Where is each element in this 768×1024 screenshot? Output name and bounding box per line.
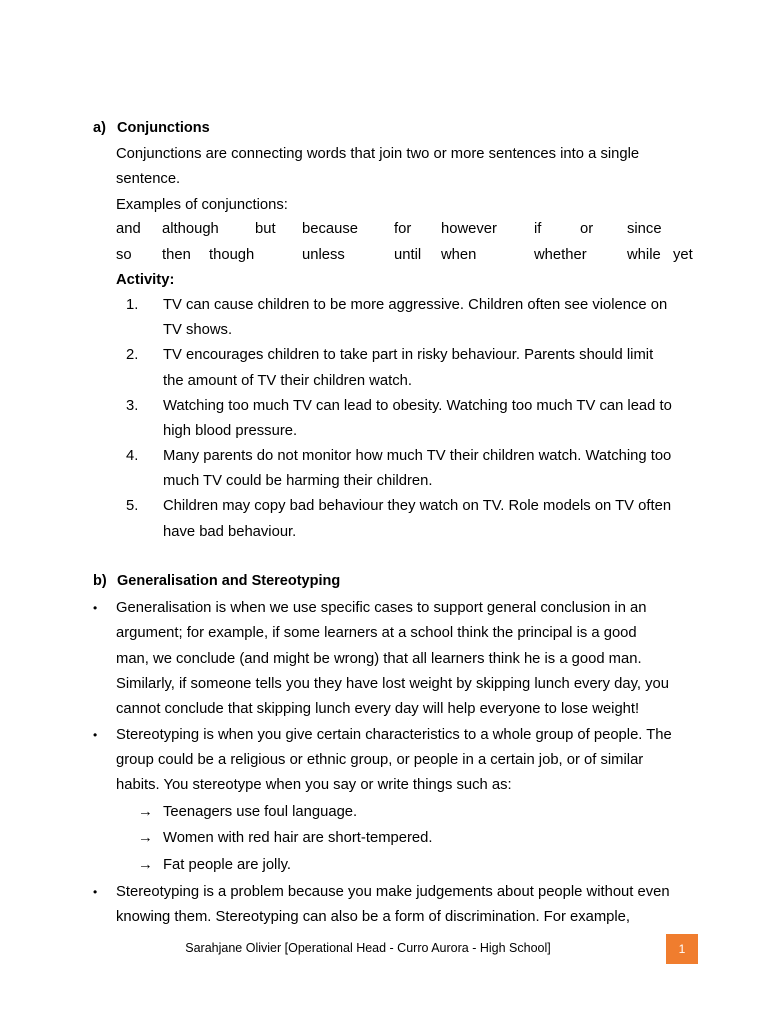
activity-item-number: 2. (126, 347, 139, 363)
activity-item-number: 3. (126, 398, 139, 414)
example-text: Fat people are jolly. (163, 857, 292, 873)
section-a-intro-line: Conjunctions are connecting words that join two or more sentences into a single (116, 146, 640, 162)
activity-item-text: Watching too much TV can lead to obesity. Watching too much TV can lead to (163, 398, 672, 414)
activity-item-text: have bad behaviour. (163, 524, 297, 540)
conjunction-word: because (302, 221, 358, 237)
activity-item-text: Many parents do not monitor how much TV their children watch. Watching too (163, 448, 672, 464)
page-footer: Sarahjane Olivier [Operational Head - Curro Aurora - High School] (185, 941, 551, 955)
conjunction-word: then (162, 247, 191, 263)
activity-item-text: TV shows. (163, 322, 233, 338)
bullet-icon: • (93, 728, 98, 742)
arrow-right-icon: → (138, 804, 153, 820)
arrow-right-icon: → (138, 857, 153, 873)
activity-label: Activity: (116, 272, 175, 288)
conjunction-word: unless (302, 247, 345, 263)
conjunction-word: yet (673, 247, 693, 263)
activity-item-number: 5. (126, 498, 139, 514)
conjunction-word: until (394, 247, 422, 263)
conjunction-word: but (255, 221, 276, 237)
activity-item-number: 4. (126, 448, 139, 464)
arrow-right-icon: → (138, 830, 153, 846)
activity-item-text: TV encourages children to take part in risky behaviour. Parents should limit (163, 347, 654, 363)
bullet-text: argument; for example, if some learners at a school think the principal is a good (116, 625, 637, 641)
conjunction-word: so (116, 247, 132, 263)
bullet-text: Stereotyping is a problem because you make judgements about people without even (116, 884, 670, 900)
section-a-heading (93, 120, 393, 138)
page-number: 1 (678, 942, 686, 956)
section-b-heading (93, 573, 493, 591)
conjunction-word: whether (534, 247, 587, 263)
bullet-text: man, we conclude (and might be wrong) that all learners think he is a good man. (116, 651, 642, 667)
conjunction-word: or (580, 221, 594, 237)
conjunction-word: although (162, 221, 219, 237)
section-a-title: Conjunctions (117, 120, 210, 136)
bullet-text: Generalisation is when we use specific cases to support general conclusion in an (116, 600, 647, 616)
activity-item-text: the amount of TV their children watch. (163, 373, 412, 389)
bullet-icon: • (93, 601, 98, 615)
conjunction-word: since (627, 221, 662, 237)
section-b-title: Generalisation and Stereotyping (117, 573, 341, 589)
bullet-text: Stereotyping is when you give certain characteristics to a whole group of people. The (116, 727, 672, 743)
example-text: Teenagers use foul language. (163, 804, 358, 820)
bullet-text: group could be a religious or ethnic group, or people in a certain job, or of similar (116, 752, 644, 768)
conjunction-word: for (394, 221, 412, 237)
conjunction-word: and (116, 221, 141, 237)
examples-label: Examples of conjunctions: (116, 197, 288, 213)
section-a-letter: a) (93, 120, 106, 136)
activity-item-number: 1. (126, 297, 139, 313)
page-number-badge (666, 934, 698, 964)
conjunction-word: though (209, 247, 255, 263)
section-b-letter: b) (93, 573, 107, 589)
conjunction-word: while (627, 247, 661, 263)
activity-item-text: high blood pressure. (163, 423, 298, 439)
bullet-text: cannot conclude that skipping lunch every day will help everyone to lose weight! (116, 701, 640, 717)
bullet-text: knowing them. Stereotyping can also be a form of discrimination. For example, (116, 909, 631, 925)
example-text: Women with red hair are short-tempered. (163, 830, 433, 846)
conjunction-word: if (534, 221, 542, 237)
bullet-icon: • (93, 885, 98, 899)
activity-item-text: Children may copy bad behaviour they watch on TV. Role models on TV often (163, 498, 672, 514)
bullet-text: habits. You stereotype when you say or write things such as: (116, 777, 512, 793)
activity-item-text: much TV could be harming their children. (163, 473, 433, 489)
section-a-intro-line: sentence. (116, 171, 181, 187)
bullet-text: Similarly, if someone tells you they have lost weight by skipping lunch every day, you (116, 676, 669, 692)
conjunction-word: when (441, 247, 477, 263)
conjunction-word: however (441, 221, 497, 237)
activity-item-text: TV can cause children to be more aggressive. Children often see violence on (163, 297, 668, 313)
